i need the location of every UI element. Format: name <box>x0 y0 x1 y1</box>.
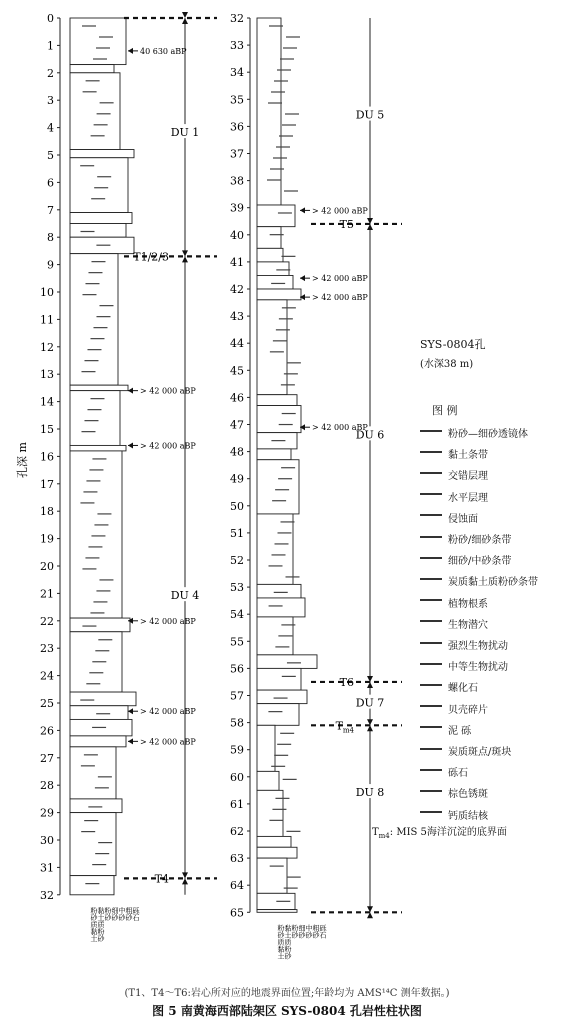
grain-size-label: 砾石 <box>132 906 140 921</box>
depth-tick-label: 47 <box>230 418 244 432</box>
depth-tick-label: 35 <box>230 93 244 107</box>
legend-item <box>420 767 570 780</box>
depth-tick-label: 27 <box>40 751 54 765</box>
legend-item-label: 生物潜穴 <box>448 619 488 631</box>
legend-item-label: 植物根系 <box>448 598 488 610</box>
rust-stain-icon <box>420 790 442 800</box>
depth-tick-label: 25 <box>40 697 54 710</box>
clay-band-icon <box>420 451 442 461</box>
legend-title: 图 例 <box>432 404 458 417</box>
grain-size-label: 中砂 <box>305 924 313 939</box>
depth-tick-label: 19 <box>40 532 54 546</box>
depth-tick-label: 41 <box>230 255 244 269</box>
depth-tick-label: 10 <box>40 286 54 299</box>
tm4-note: $T_{m4}$: MIS 5海洋沉淀的底界面 <box>372 827 507 840</box>
legend-item-label: 螺化石 <box>448 683 478 695</box>
legend-item <box>420 470 570 483</box>
mud-gravel-icon <box>420 726 442 736</box>
grain-size-label: 粉砂质黏土 <box>90 906 98 942</box>
age-arrow-head <box>128 738 133 744</box>
depth-tick-label: 0 <box>47 12 54 25</box>
depth-tick-label: 32 <box>230 12 244 25</box>
carbon-band-icon <box>420 578 442 588</box>
age-label: > 42 000 aBP <box>140 441 196 451</box>
legend-item-label: 粉砂/细砂条带 <box>448 535 512 546</box>
depth-tick-label: 49 <box>230 472 244 486</box>
age-label: 40 630 aBP <box>140 46 187 56</box>
lithology-layer <box>257 300 287 395</box>
depth-tick-label: 59 <box>230 743 244 757</box>
grain-size-label: 黏土质粉砂 <box>284 924 292 960</box>
depth-tick-label: 1 <box>47 39 54 53</box>
depth-tick-label: 39 <box>230 201 244 215</box>
lithology-layer <box>257 584 301 598</box>
lithology-layer <box>257 598 305 617</box>
depth-tick-label: 14 <box>40 395 54 409</box>
silt-band-icon <box>420 536 442 546</box>
footnote: (T1、T4～T6:岩心所对应的地震界面位置;年龄均为 AMS¹⁴C 测年数据。) <box>124 988 450 999</box>
grain-size-label: 粉砂质黏土 <box>277 924 285 960</box>
legend-item-label: 交错层理 <box>448 471 488 483</box>
sand-band-icon <box>420 557 442 567</box>
depth-tick-label: 12 <box>40 340 54 354</box>
lithology-layer <box>70 150 134 158</box>
legend-item <box>420 788 570 801</box>
plant-root-icon <box>420 599 442 609</box>
legend-item <box>420 810 570 823</box>
lithology-layer <box>257 248 283 262</box>
lithology-layer <box>257 836 291 847</box>
legend-item <box>420 449 570 462</box>
unit-label: DU 8 <box>355 786 385 800</box>
lithology-layer <box>70 706 128 720</box>
grain-size-label: 细砂 <box>298 924 306 939</box>
legend-item-label: 炭质黏土质粉砂条带 <box>448 577 538 589</box>
lithology-layer <box>70 618 130 632</box>
legend-item-label: 棕色锈斑 <box>448 789 488 801</box>
depth-tick-label: 29 <box>40 806 54 820</box>
depth-tick-label: 43 <box>230 310 244 324</box>
lithology-layer <box>257 289 301 300</box>
erosion-surface-icon <box>420 514 442 524</box>
tm4-symbol: T <box>372 827 379 838</box>
legend-item <box>420 704 570 717</box>
depth-tick-label: 56 <box>230 662 244 676</box>
tm4-text: MIS 5海洋沉淀的底界面 <box>396 827 507 838</box>
lithology-layer <box>70 158 128 213</box>
legend-item-label: 黏土条带 <box>448 450 488 462</box>
horizontal-bedding-icon <box>420 493 442 503</box>
lithology-layer <box>257 227 281 249</box>
lithology-layer <box>70 813 116 876</box>
depth-tick-label: 5 <box>47 149 54 162</box>
legend-item-label: 侵蚀面 <box>448 513 478 525</box>
lithology-layer <box>70 224 126 238</box>
depth-tick-label: 18 <box>40 505 54 519</box>
boundary-label: T1/2/3 <box>133 250 169 264</box>
grain-size-label: 中砂 <box>118 906 126 921</box>
depth-tick-label: 30 <box>40 834 54 847</box>
snail-fossil-icon <box>420 684 442 694</box>
legend-item <box>420 619 570 632</box>
lithology-layer <box>257 514 293 584</box>
cross-bedding-icon <box>420 472 442 482</box>
unit-label: DU 6 <box>355 428 385 442</box>
lithology-layer <box>70 451 122 618</box>
lithology-layer <box>70 385 128 390</box>
unit-label: DU 1 <box>170 126 200 140</box>
lithology-layer <box>257 449 291 460</box>
depth-tick-label: 34 <box>230 66 244 80</box>
lithology-layer <box>70 876 114 895</box>
age-label: > 42 000 aBP <box>312 206 368 216</box>
lithology-layer <box>257 395 297 406</box>
depth-tick-label: 58 <box>230 716 244 730</box>
legend-item-label: 细砂/中砂条带 <box>448 556 512 568</box>
legend-item <box>420 555 570 568</box>
depth-tick-label: 16 <box>40 450 54 464</box>
legend-item-label: 水平层理 <box>448 492 488 504</box>
strong-bioturbation-icon <box>420 642 442 652</box>
lithology-layer <box>257 690 307 704</box>
legend-item <box>420 534 570 547</box>
grain-size-label: 细砂 <box>111 906 119 921</box>
legend-item <box>420 513 570 526</box>
depth-tick-label: 55 <box>230 635 244 649</box>
depth-tick-label: 6 <box>47 176 54 190</box>
lithology-layer <box>257 668 301 690</box>
depth-tick-label: 37 <box>230 147 244 161</box>
lithology-layer <box>257 858 287 893</box>
depth-tick-label: 21 <box>40 587 54 601</box>
age-arrow-head <box>300 275 305 281</box>
depth-tick-label: 23 <box>40 642 54 656</box>
age-arrow-head <box>128 48 133 54</box>
gravel-icon <box>420 769 442 779</box>
lithology-layer <box>257 771 279 790</box>
depth-tick-label: 9 <box>47 258 54 272</box>
depth-tick-label: 45 <box>230 364 244 378</box>
depth-tick-label: 31 <box>40 861 54 875</box>
legend-item <box>420 682 570 695</box>
lithology-layer <box>257 406 301 433</box>
legend-item-label: 泥 砾 <box>448 725 472 737</box>
age-arrow-head <box>128 388 133 394</box>
depth-tick-label: 46 <box>230 391 244 405</box>
legend-item-label: 砾石 <box>448 768 468 780</box>
depth-tick-label: 57 <box>230 689 244 703</box>
depth-tick-label: 11 <box>40 313 54 327</box>
burrow-icon <box>420 620 442 630</box>
depth-tick-label: 2 <box>47 66 54 80</box>
figure-caption: 图 5 南黄海西部陆架区 SYS-0804 孔岩性柱状图 <box>152 1004 422 1018</box>
depth-tick-label: 44 <box>230 337 244 351</box>
age-arrow-head <box>300 207 305 213</box>
depth-tick-label: 20 <box>40 560 54 573</box>
depth-tick-label: 7 <box>47 203 54 217</box>
moderate-bioturbation-icon <box>420 663 442 673</box>
unit-label: DU 4 <box>170 589 200 603</box>
legend-item-label: 粉砂—细砂透镜体 <box>448 429 528 440</box>
lithology-layer <box>257 725 275 771</box>
legend-item <box>420 492 570 505</box>
y-axis-title: 孔深 m <box>16 442 29 478</box>
depth-tick-label: 15 <box>40 423 54 436</box>
lithology-layer <box>70 213 132 224</box>
boundary-label: T4 <box>154 872 169 886</box>
boundary-label-sub: m4 <box>342 726 354 735</box>
legend-item-label: 强烈生物扰动 <box>448 641 508 652</box>
lithology-layer <box>70 692 136 706</box>
left-lithology-column <box>40 12 217 943</box>
lithology-layer <box>70 18 126 65</box>
depth-tick-label: 13 <box>40 368 54 382</box>
depth-tick-label: 62 <box>230 825 244 838</box>
age-label: > 42 000 aBP <box>312 293 368 303</box>
grain-size-label: 砾石 <box>319 924 327 939</box>
legend-item <box>420 576 570 589</box>
lithology-layer <box>257 275 293 289</box>
depth-tick-label: 28 <box>40 779 54 793</box>
depth-tick-label: 8 <box>47 231 54 245</box>
lithology-layer <box>257 704 299 726</box>
depth-tick-label: 33 <box>230 39 244 53</box>
legend-item-label: 钙质结核 <box>448 810 488 822</box>
boundary-label: T6 <box>339 675 354 689</box>
lithology-layer <box>257 847 297 858</box>
borehole-name: SYS-0804孔 <box>420 338 486 351</box>
age-label: > 42 000 aBP <box>140 737 196 747</box>
depth-tick-label: 38 <box>230 174 244 188</box>
depth-tick-label: 42 <box>230 283 244 296</box>
depth-tick-label: 53 <box>230 581 244 595</box>
lithology-layer <box>70 73 120 150</box>
lithology-layer <box>70 736 126 747</box>
depth-tick-label: 61 <box>230 797 244 811</box>
depth-tick-label: 52 <box>230 554 244 567</box>
depth-tick-label: 63 <box>230 852 244 866</box>
legend-item <box>420 428 570 441</box>
right-lithology-column <box>230 12 402 960</box>
lithology-layer <box>70 799 122 813</box>
depth-tick-label: 4 <box>47 121 54 135</box>
lithology-layer <box>257 205 295 227</box>
age-label: > 42 000 aBP <box>312 274 368 284</box>
grain-size-label: 粉砂 <box>104 906 112 921</box>
shell-fragment-icon <box>420 705 442 715</box>
depth-tick-label: 24 <box>40 669 54 683</box>
depth-tick-label: 48 <box>230 445 244 459</box>
lens-pair-icon <box>420 430 442 440</box>
lithology-layer <box>257 655 317 669</box>
unit-label: DU 7 <box>355 696 385 710</box>
legend-item-label: 中等生物扰动 <box>448 662 508 674</box>
age-label: > 42 000 aBP <box>140 707 196 717</box>
lithology-layer <box>70 445 126 450</box>
legend-item <box>420 598 570 611</box>
grain-size-label: 黏土质粉砂 <box>97 906 105 942</box>
boundary-label: T5 <box>339 217 354 231</box>
legend-item <box>420 640 570 653</box>
age-arrow-head <box>128 708 133 714</box>
depth-tick-label: 32 <box>40 888 54 902</box>
lithology-layer <box>257 790 283 836</box>
lithology-layer <box>257 910 297 913</box>
lithology-layer <box>70 65 114 73</box>
age-label: > 42 000 aBP <box>140 616 196 626</box>
legend-item <box>420 725 570 738</box>
depth-tick-label: 51 <box>230 526 244 540</box>
lithology-layer <box>257 18 281 205</box>
age-label: > 42 000 aBP <box>140 386 196 396</box>
depth-tick-label: 22 <box>40 614 54 628</box>
depth-tick-label: 65 <box>230 906 244 920</box>
lithology-layer <box>257 262 289 276</box>
age-label: > 42 000 aBP <box>312 423 368 433</box>
legend-item-label: 炭质斑点/斑块 <box>448 747 512 758</box>
depth-tick-label: 54 <box>230 608 244 622</box>
unit-label: DU 5 <box>355 108 385 122</box>
legend-item <box>420 746 570 759</box>
grain-size-label: 粗砂 <box>312 924 320 939</box>
boundary-label: $T_{m4}$ <box>335 719 354 735</box>
depth-tick-label: 3 <box>47 94 54 108</box>
depth-tick-label: 64 <box>230 879 244 893</box>
age-arrow-head <box>128 442 133 448</box>
lithology-layer <box>70 254 118 386</box>
depth-tick-label: 17 <box>40 477 54 491</box>
water-depth: (水深38 m) <box>420 359 474 370</box>
carbon-spot-icon <box>420 748 442 758</box>
depth-tick-label: 60 <box>230 770 244 784</box>
depth-tick-label: 40 <box>230 228 244 242</box>
legend-item-label: 贝壳碎片 <box>448 704 488 716</box>
depth-tick-label: 50 <box>230 499 244 513</box>
grain-size-label: 粗砂 <box>125 906 133 921</box>
tm4-sub: m4 <box>378 832 390 840</box>
grain-size-label: 粉砂 <box>291 924 299 939</box>
depth-tick-label: 36 <box>230 120 244 134</box>
legend-item <box>420 661 570 674</box>
calcareous-nodule-icon <box>420 811 442 821</box>
depth-tick-label: 26 <box>40 724 54 738</box>
